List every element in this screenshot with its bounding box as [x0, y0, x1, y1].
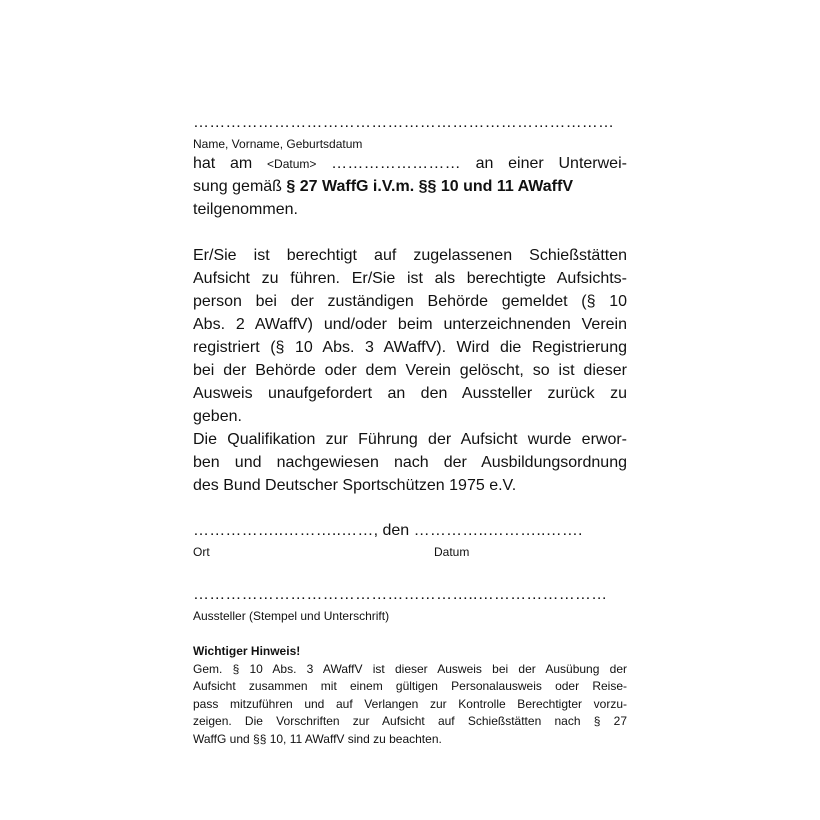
den-text: , den	[373, 522, 410, 539]
legal-reference: § 27 WaffG i.V.m. §§ 10 und 11 AWaffV	[286, 178, 574, 195]
paragraph1-line: bei der Behörde oder dem Verein gelöscht, so ist dieser	[193, 362, 627, 379]
instruction-line-2	[193, 176, 573, 199]
instruction-legal-prefix: sung gemäß	[193, 178, 282, 195]
paragraph1-line: geben.	[193, 408, 242, 425]
hint-title: Wichtiger Hinweis!	[193, 644, 301, 658]
date-label: Datum	[434, 545, 470, 559]
place-dotted-line: ……………..………..……	[193, 522, 374, 539]
paragraph1-line: registriert (§ 10 Abs. 3 AWaffV). Wird die Registrierung	[193, 339, 627, 356]
instruction-line-1	[193, 153, 627, 176]
paragraph1-line: Er/Sie ist berechtigt auf zugelassenen Schießstätten	[193, 247, 627, 264]
date-placeholder: <Datum>	[267, 157, 317, 171]
instruction-prefix: hat am	[193, 155, 253, 172]
name-label: Name, Vorname, Geburtsdatum	[193, 137, 363, 151]
place-date-line	[193, 520, 583, 543]
instruction-suffix: an einer Unterwei-	[475, 155, 627, 172]
paragraph2-line: ben und nachgewiesen nach der Ausbildungsordnung	[193, 454, 627, 471]
date-signed-dotted-line: …………..………..…….	[413, 522, 583, 539]
place-label: Ort	[193, 545, 210, 559]
signature-label: Aussteller (Stempel und Unterschrift)	[193, 609, 390, 623]
instruction-line-3: teilgenommen.	[193, 201, 298, 218]
paragraph2-line: des Bund Deutscher Sportschützen 1975 e.V.	[193, 477, 517, 494]
paragraph1-line: person bei der zuständigen Behörde gemeldet (§ 10	[193, 293, 627, 310]
paragraph1-line: Ausweis unaufgefordert an den Aussteller zurück zu	[193, 385, 627, 402]
paragraph1-line: Aufsicht zu führen. Er/Sie ist als berechtigte Aufsichts-	[193, 270, 627, 287]
hint-line: Gem. § 10 Abs. 3 AWaffV ist dieser Ausweis bei der Ausübung der	[193, 662, 627, 676]
paragraph1-line: Abs. 2 AWaffV) und/oder beim unterzeichnenden Verein	[193, 316, 627, 333]
signature-dotted-line: ……………………………………………..……………………	[193, 586, 608, 603]
hint-line: WaffG und §§ 10, 11 AWaffV sind zu beachten.	[193, 732, 442, 746]
hint-line: zeigen. Die Vorschriften zur Aufsicht auf Schießstätten nach § 27	[193, 714, 627, 728]
date-dotted-line: ……………………	[331, 155, 461, 172]
hint-line: Aufsicht zusammen mit einem gültigen Personalausweis oder Reise-	[193, 679, 627, 693]
hint-line: pass mitzuführen und auf Verlangen zur Kontrolle Berechtigter vorzu-	[193, 697, 627, 711]
name-dotted-line: ……………………………………………………………………	[193, 114, 615, 131]
paragraph2-line: Die Qualifikation zur Führung der Aufsicht wurde erwor-	[193, 431, 627, 448]
